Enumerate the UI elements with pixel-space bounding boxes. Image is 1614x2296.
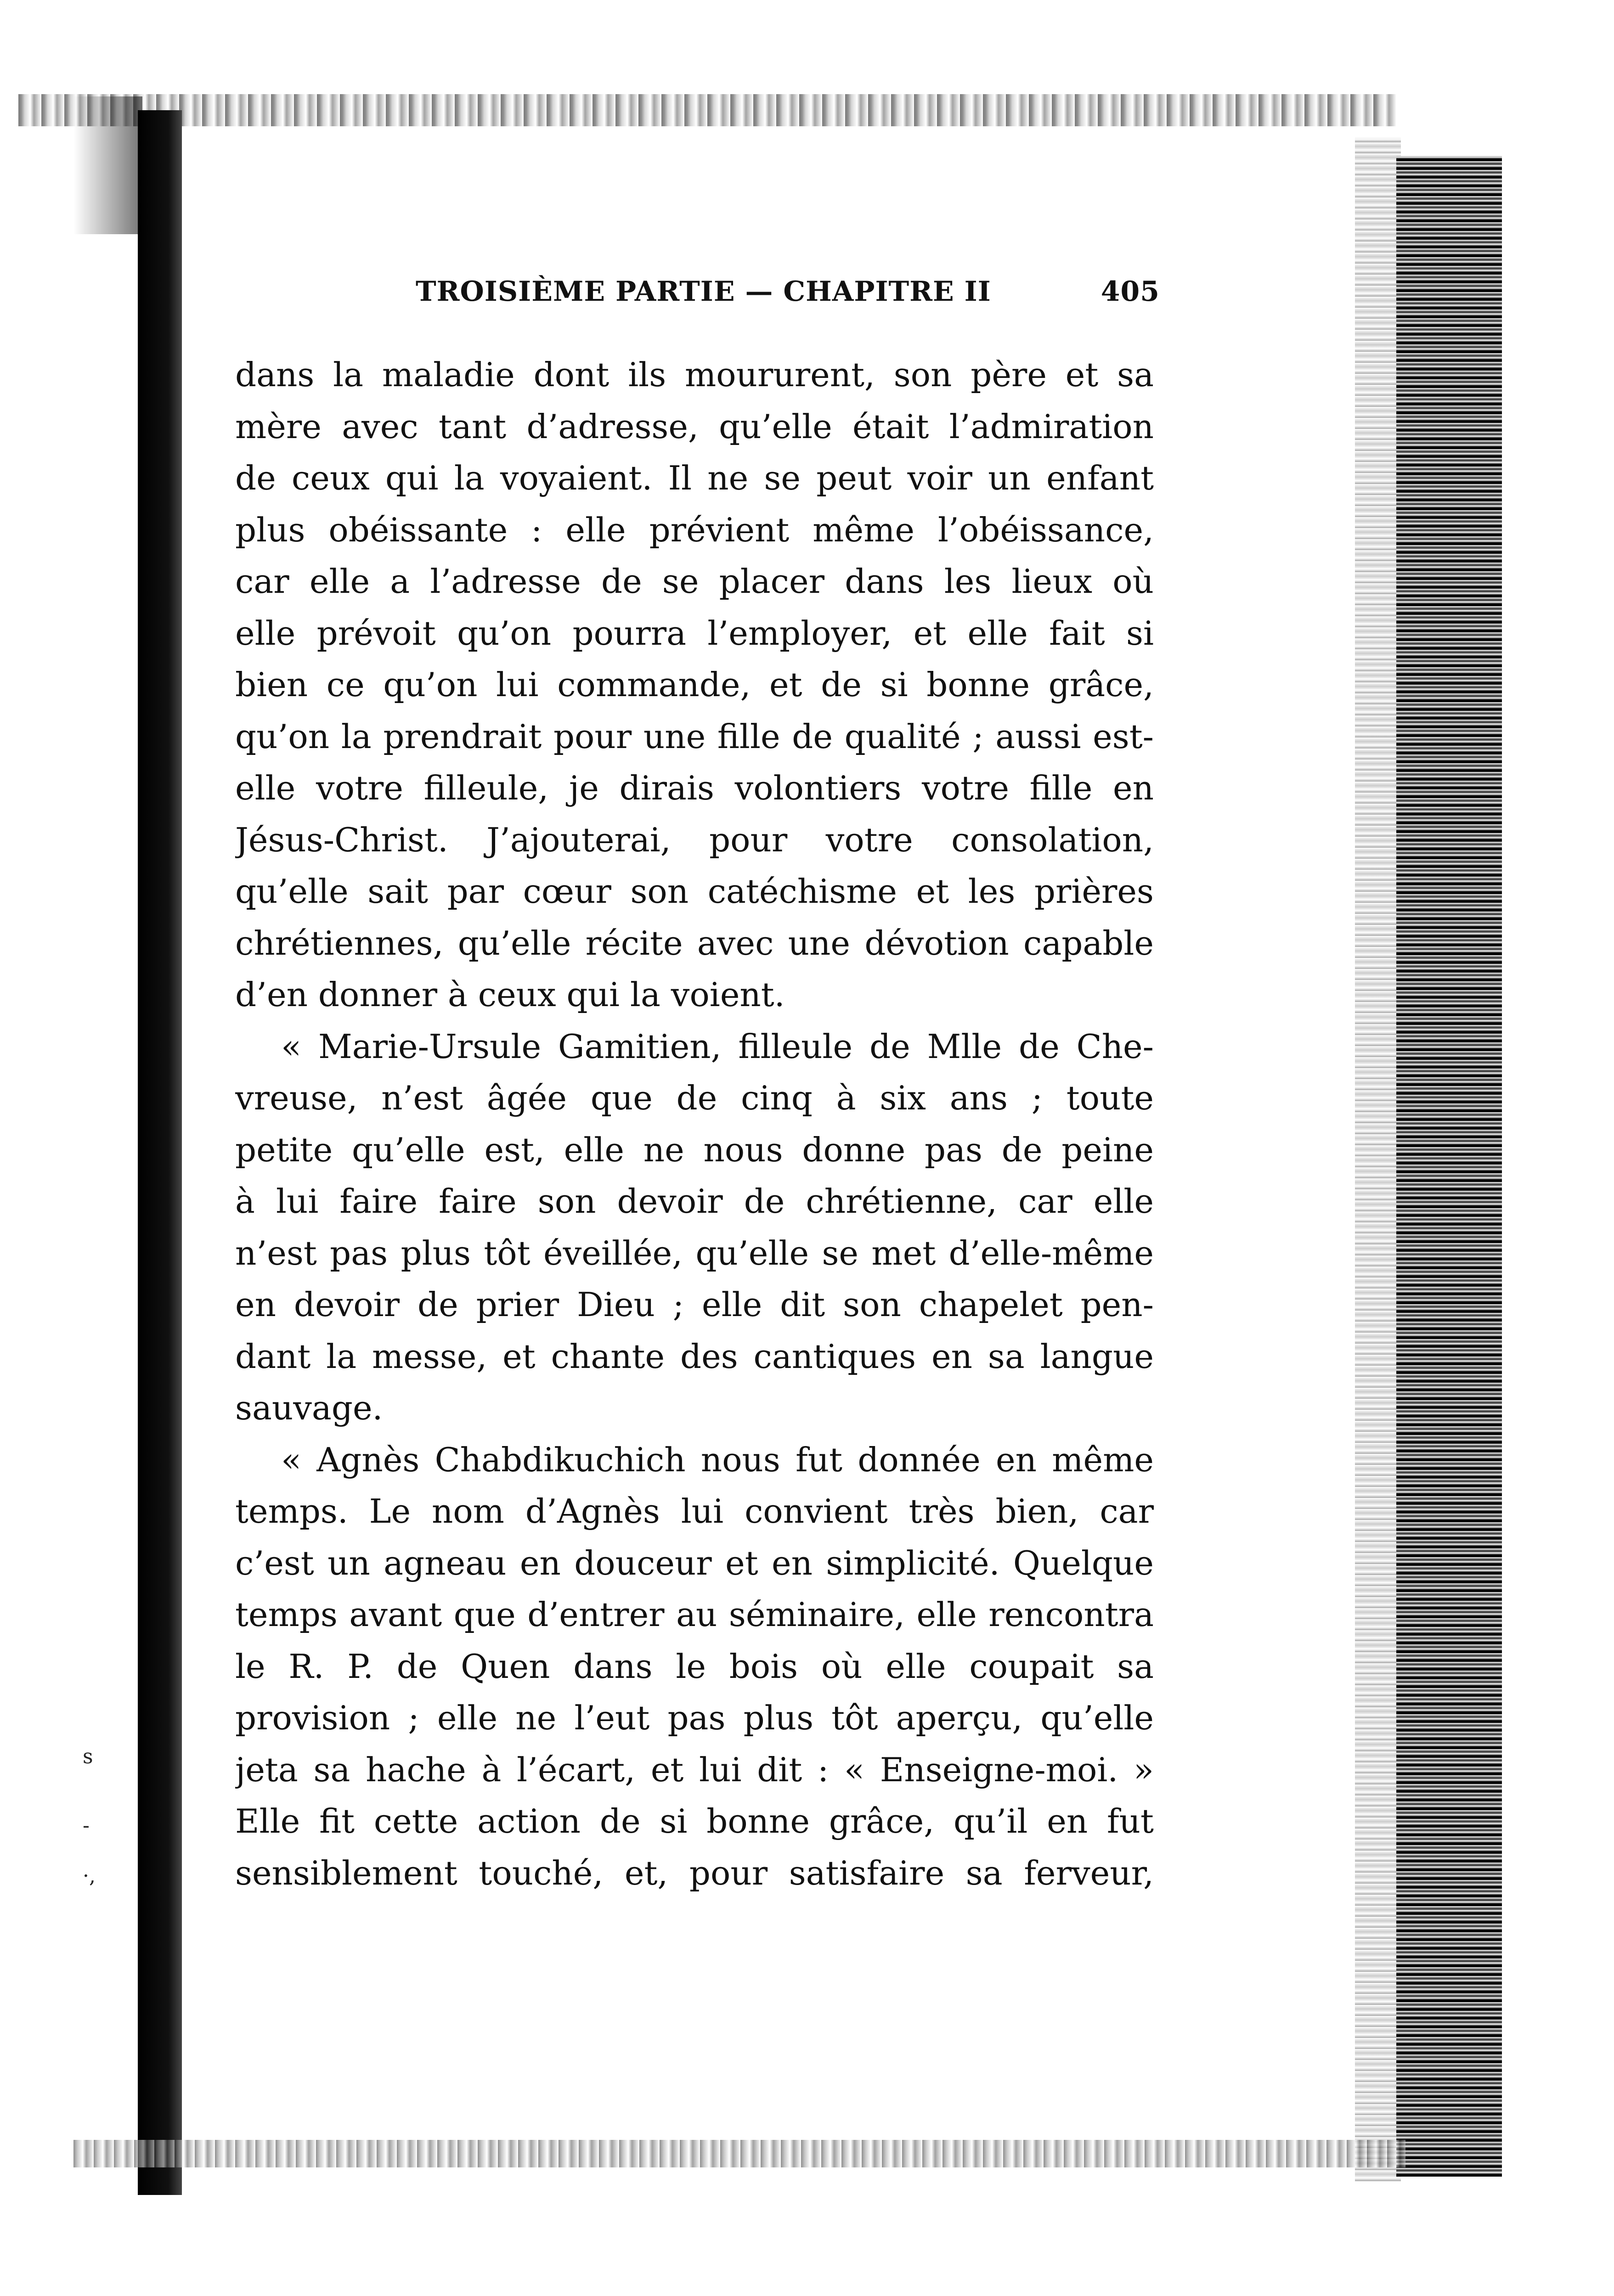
page-number: 405 xyxy=(1100,276,1160,308)
text-line: dant la messe, et chante des cantiques en sa langue xyxy=(235,1337,1154,1376)
text-line: sauvage. xyxy=(235,1389,383,1427)
text-line: vreuse, n’est âgée que de cinq à six ans ; toute xyxy=(235,1079,1154,1117)
text-line: petite qu’elle est, elle ne nous donne pas de peine xyxy=(235,1130,1154,1169)
text-line: le R. P. de Quen dans le bois où elle coupait sa xyxy=(235,1647,1154,1686)
text-line: elle prévoit qu’on pourra l’employer, et elle fait si xyxy=(235,613,1154,653)
text-line: mère avec tant d’adresse, qu’elle était l’admiration xyxy=(235,407,1154,446)
text-line: « Marie-Ursule Gamitien, filleule de Mlle de Che- xyxy=(281,1027,1154,1066)
text-line: plus obéissante : elle prévient même l’obéissance, xyxy=(235,510,1154,549)
text-line: elle votre filleule, je dirais volontiers votre fille en xyxy=(235,769,1154,807)
text-line: en devoir de prier Dieu ; elle dit son chapelet pen- xyxy=(235,1285,1154,1324)
margin-mark: s xyxy=(83,1745,93,1768)
text-line: bien ce qu’on lui commande, et de si bonne grâce, xyxy=(235,665,1154,704)
running-header xyxy=(416,276,1160,317)
text-line: provision ; elle ne l’eut pas plus tôt aperçu, qu’elle xyxy=(235,1699,1154,1737)
text-line: qu’elle sait par cœur son catéchisme et les prières xyxy=(235,872,1154,911)
margin-mark: - xyxy=(83,1814,90,1837)
scan-bottom-edge xyxy=(73,2140,1405,2167)
text-line: sensiblement touché, et, pour satisfaire sa ferveur, xyxy=(235,1853,1154,1892)
scan-top-edge xyxy=(18,94,1396,126)
text-line: temps avant que d’entrer au séminaire, elle rencontra xyxy=(235,1595,1154,1634)
body-text xyxy=(235,349,1154,1899)
scan-right-fade xyxy=(1355,138,1401,2181)
text-line: Jésus-Christ. J’ajouterai, pour votre consolation, xyxy=(235,820,1154,859)
text-line: n’est pas plus tôt éveillée, qu’elle se met d’elle-même xyxy=(235,1233,1154,1272)
text-line: jeta sa hache à l’écart, et lui dit : « Enseigne-moi. » xyxy=(235,1750,1154,1789)
scan-right-edge xyxy=(1396,156,1502,2177)
text-line: car elle a l’adresse de se placer dans les lieux où xyxy=(235,562,1154,601)
running-title: TROISIÈME PARTIE — CHAPITRE II xyxy=(416,276,991,308)
scan-left-edge xyxy=(138,110,182,2195)
scan-left-shadow xyxy=(73,96,142,234)
text-line: temps. Le nom d’Agnès lui convient très bien, car xyxy=(235,1492,1154,1531)
text-line: d’en donner à ceux qui la voient. xyxy=(235,975,785,1014)
text-line: chrétiennes, qu’elle récite avec une dévotion capable xyxy=(235,923,1154,962)
text-line: « Agnès Chabdikuchich nous fut donnée en même xyxy=(281,1440,1154,1479)
text-line: de ceux qui la voyaient. Il ne se peut voir un enfant xyxy=(235,459,1154,497)
text-line: qu’on la prendrait pour une fille de qualité ; aussi est- xyxy=(235,717,1154,756)
text-line: c’est un agneau en douceur et en simplicité. Quelque xyxy=(235,1543,1154,1582)
text-line: Elle fit cette action de si bonne grâce, qu’il en fut xyxy=(235,1802,1154,1840)
text-line: dans la maladie dont ils moururent, son père et sa xyxy=(235,355,1154,394)
text-line: à lui faire faire son devoir de chrétienne, car elle xyxy=(235,1182,1154,1221)
margin-mark: ·, xyxy=(83,1864,96,1888)
